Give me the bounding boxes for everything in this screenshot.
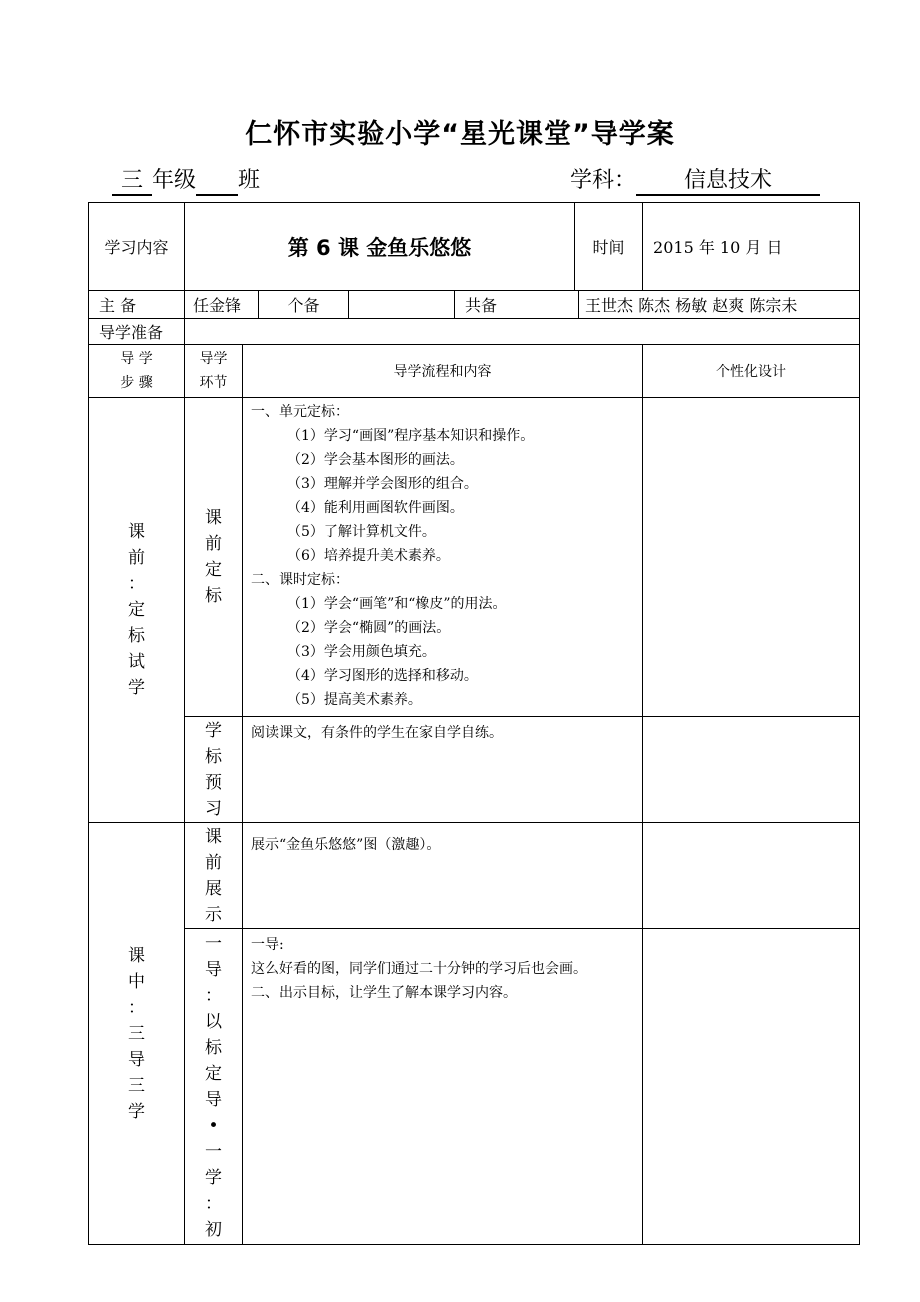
list-item: （3）学会用颜色填充。	[287, 644, 436, 660]
list-item: （5）提高美术素养。	[287, 692, 422, 708]
grade-class-line	[112, 163, 260, 196]
show-content: 展示“金鱼乐悠悠”图（激趣）。	[243, 823, 643, 929]
subject-label: 学科：	[570, 168, 637, 193]
show-design	[643, 823, 860, 929]
design-header: 个性化设计	[643, 345, 860, 398]
page-title: 仁怀市实验小学“星光课堂”导学案	[245, 119, 675, 150]
guide-label: 一 导 ： 以 标 定 导 • 一 学 ： 初	[185, 929, 243, 1245]
content-label: 学习内容	[89, 203, 185, 291]
main-prep-label: 主 备	[89, 291, 185, 319]
shared-prep-label: 共备	[455, 291, 579, 319]
stage2-label: 课 中 ： 三 导 三 学	[89, 823, 185, 1245]
list-item: （4）能利用画图软件画图。	[287, 500, 464, 516]
guide-line: 这么好看的图，同学们通过二十分钟的学习后也会画。	[251, 961, 587, 977]
list-item: （6）培养提升美术素养。	[287, 548, 450, 564]
goals-design	[643, 398, 860, 717]
grade-label: 年级	[152, 168, 197, 193]
goals-label: 课 前 定 标	[185, 398, 243, 717]
unit-goals-heading: 一、单元定标：	[251, 404, 349, 420]
preview-content: 阅读课文，有条件的学生在家自学自练。	[243, 717, 643, 823]
grade-value: 三	[112, 168, 152, 196]
info-row	[89, 203, 860, 291]
guide-design	[643, 929, 860, 1245]
subject-line	[570, 163, 820, 196]
column-header-row	[89, 345, 860, 398]
preview-row	[89, 717, 860, 823]
lesson-title: 第 6 课 金鱼乐悠悠	[185, 203, 575, 291]
guide-line: 一导:	[251, 937, 284, 953]
list-item: （5）了解计算机文件。	[287, 524, 436, 540]
guide-prep-label: 导学准备	[89, 319, 185, 345]
personal-prep-label: 个备	[259, 291, 349, 319]
lesson-goals-heading: 二、课时定标：	[251, 572, 349, 588]
class-blank	[196, 168, 238, 196]
personal-prep-value	[349, 291, 455, 319]
list-item: （2）学会基本图形的画法。	[287, 452, 464, 468]
list-item: （1）学习“画图”程序基本知识和操作。	[287, 428, 535, 444]
time-value: 2015 年 10 月 日	[643, 203, 860, 291]
list-item: （4）学习图形的选择和移动。	[287, 668, 478, 684]
guide-row	[89, 929, 860, 1245]
lesson-plan-table	[88, 202, 860, 1245]
guide-prep-row	[89, 319, 860, 345]
steps-header: 导 学 步 骤	[89, 345, 185, 398]
stage1-label: 课 前 ： 定 标 试 学	[89, 398, 185, 823]
list-item: （2）学会“椭圆”的画法。	[287, 620, 451, 636]
list-item: （3）理解并学会图形的组合。	[287, 476, 478, 492]
flow-header: 导学流程和内容	[243, 345, 643, 398]
class-label: 班	[238, 168, 261, 193]
link-header: 导学 环节	[185, 345, 243, 398]
prep-row	[89, 291, 860, 319]
preview-label: 学 标 预 习	[185, 717, 243, 823]
goals-content	[243, 398, 643, 717]
guide-prep-value	[185, 319, 860, 345]
list-item: （1）学会“画笔”和“橡皮”的用法。	[287, 596, 507, 612]
preview-design	[643, 717, 860, 823]
shared-prep-names: 王世杰 陈杰 杨敏 赵爽 陈宗未	[579, 291, 860, 319]
guide-line: 二、出示目标，让学生了解本课学习内容。	[251, 985, 517, 1001]
main-prep-name: 任金锋	[185, 291, 259, 319]
goals-row	[89, 398, 860, 717]
show-row	[89, 823, 860, 929]
subject-value: 信息技术	[636, 168, 820, 196]
time-label: 时间	[575, 203, 643, 291]
show-label: 课 前 展 示	[185, 823, 243, 929]
guide-content	[243, 929, 643, 1245]
